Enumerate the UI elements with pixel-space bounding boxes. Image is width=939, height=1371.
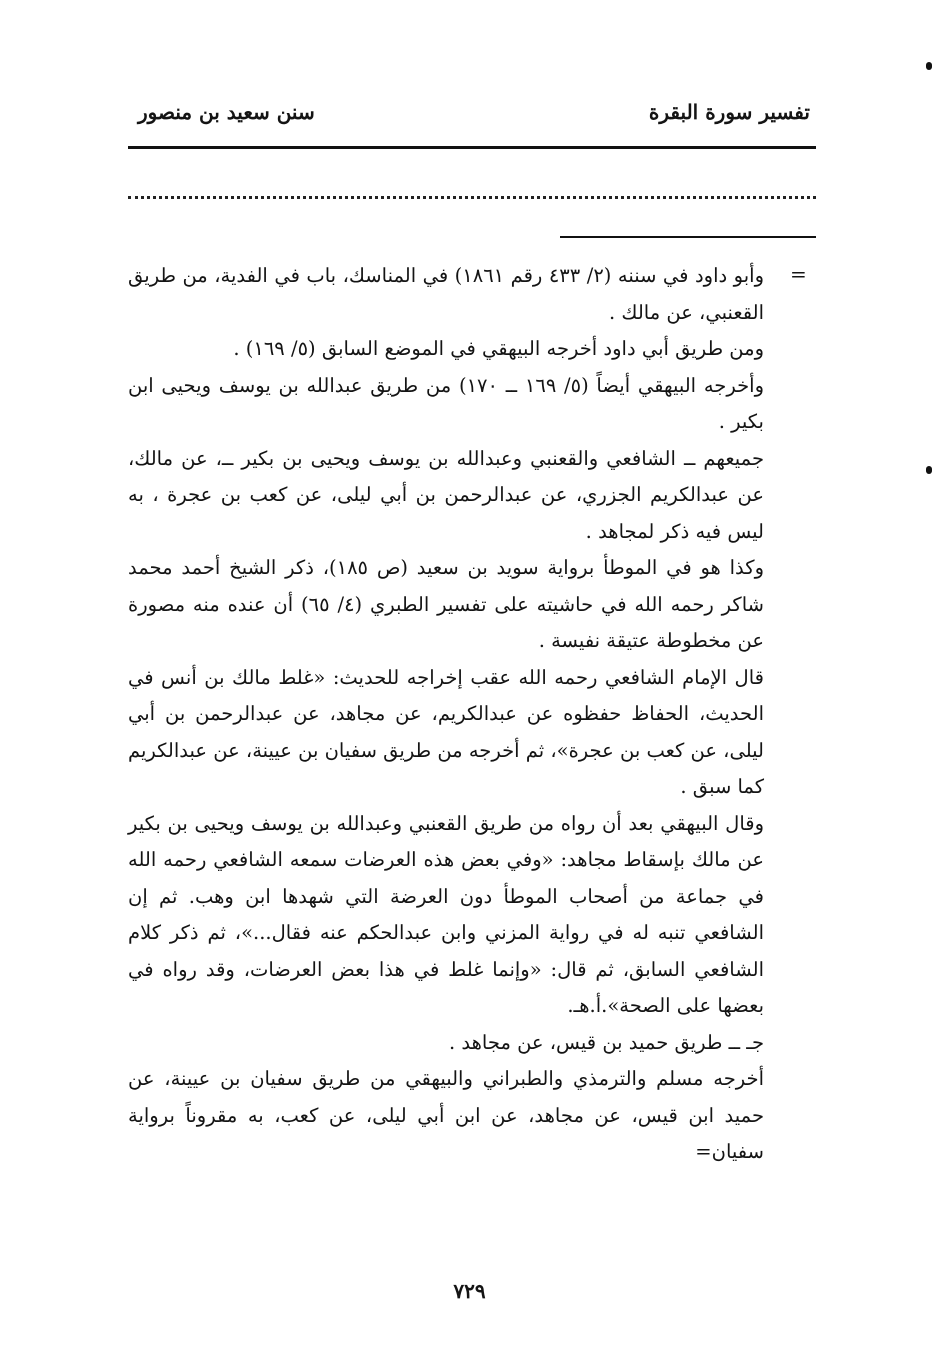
- paragraph: وكذا هو في الموطأ برواية سويد بن سعيد (ص ١٨٥)، ذكر الشيخ أحمد محمد شاكر رحمه الله في حاشيته على تفسير الطبري (٤/ ٦٥) أن عنده منه مصورة عن مخطوطة عتيقة نفيسة .: [128, 556, 764, 652]
- paragraph: قال الإمام الشافعي رحمه الله عقب إخراجه للحديث: «غلط مالك بن أنس في الحديث، الحفاظ حفظوه عن عبدالكريم، عن مجاهد، عن عبدالرحمن بن أبي ليلى، عن كعب بن عجرة»، ثم أخرجه من طريق سفيان بن عيينة، عن عبدالكريم كما سبق .: [127, 665, 764, 798]
- chapter-title: تفسير سورة البقرة: [648, 100, 810, 124]
- paragraph: وقال البيهقي بعد أن رواه من طريق القعنبي وعبدالله بن يوسف ويحيى بن بكير عن مالك بإسقاط مجاهد: «وفي بعض هذه العرضات سمعه الشافعي رحمه الله في جماعة من أصحاب الموطأ دون العرضة التي شهدها ابن وهب. ثم إن الشافعي تنبه له في رواية المزني وابن عبدالحكم عنه فقال...»، ثم ذكر كلام الشافعي السابق، ثم قال: «وإنما غلط في هذا بعض العرضات، وقد رواه في بعضها على الصحة».أ.هـ.: [128, 811, 764, 1017]
- footnote-separator: [560, 236, 816, 238]
- book-title: سنن سعيد بن منصور: [138, 100, 315, 124]
- paragraph: جـ ــ طريق حميد بن قيس، عن مجاهد .: [449, 1030, 764, 1054]
- paragraph: جميعهم ــ الشافعي والقعنبي وعبدالله بن يوسف ويحيى بن بكير ــ، عن مالك، عن عبدالكريم الجزري، عن عبدالرحمن بن أبي ليلى، عن كعب بن عجرة ، به ليس فيه ذكر لمجاهد .: [128, 446, 764, 543]
- footnote-text: [128, 258, 764, 1171]
- paragraph: وأخرجه البيهقي أيضاً (٥/ ١٦٩ ــ ١٧٠) من طريق عبدالله بن يوسف ويحيى ابن بكير .: [128, 373, 764, 433]
- paragraph: أخرجه مسلم والترمذي والطبراني والبيهقي من طريق سفيان بن عيينة، عن حميد ابن قيس، عن مجاهد، عن ابن أبي ليلى، عن كعب، به مقروناً برواية سفيان=: [128, 1067, 764, 1163]
- paragraph: وأبو داود في سننه (٢/ ٤٣٣ رقم ١٨٦١) في المناسك، باب في الفدية، من طريق القعنبي، عن مالك .: [128, 264, 764, 324]
- running-header: [128, 100, 816, 134]
- scan-edge-mark: [926, 62, 932, 70]
- paragraph: ومن طريق أبي داود أخرجه البيهقي في الموضع السابق (٥/ ١٦٩) .: [233, 337, 764, 360]
- scan-edge-mark: [926, 466, 932, 474]
- header-rule: [128, 146, 816, 149]
- dotted-separator: [128, 196, 816, 199]
- continuation-mark: =: [790, 262, 807, 286]
- page-number: ٧٢٩: [453, 1279, 486, 1303]
